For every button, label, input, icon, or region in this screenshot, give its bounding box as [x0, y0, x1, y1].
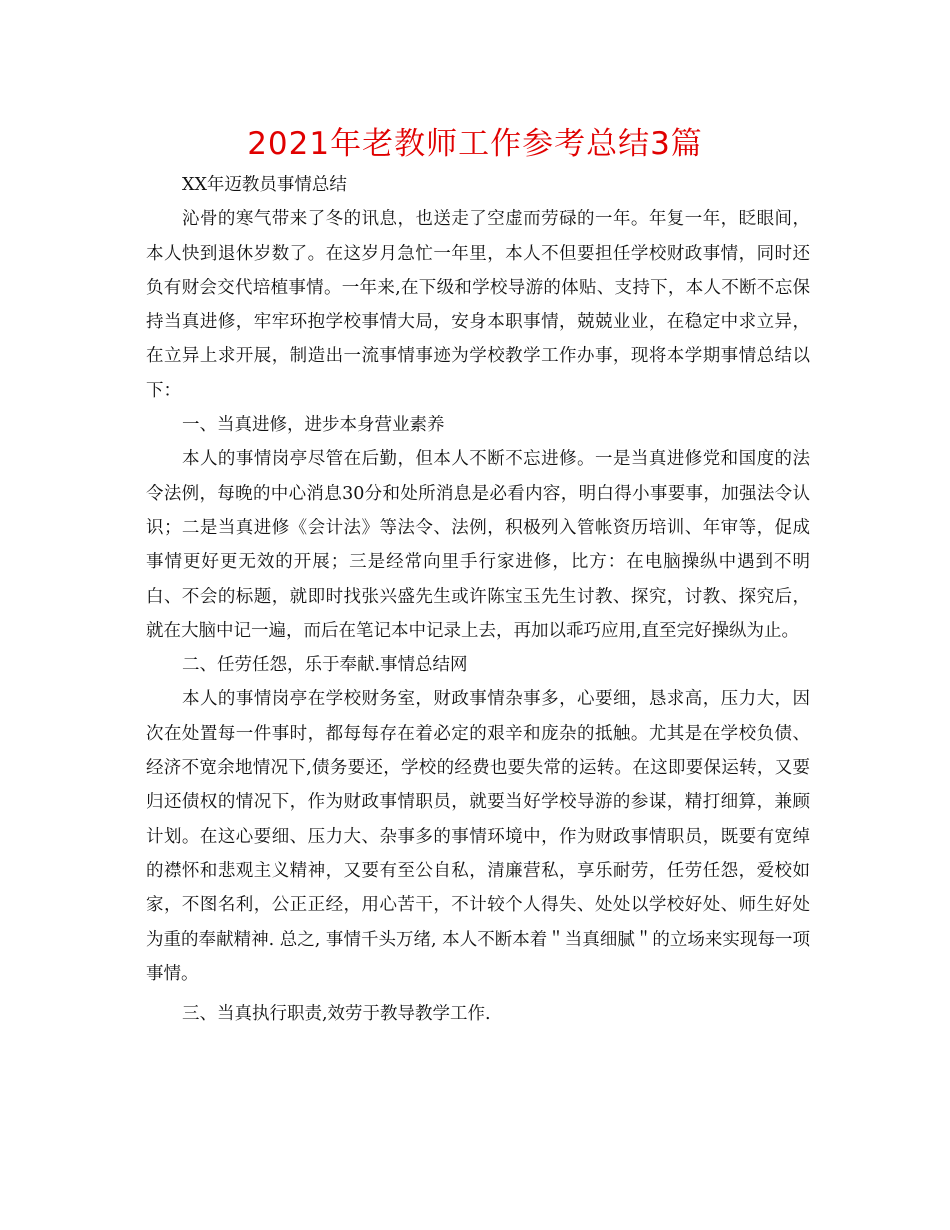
section-1-paragraph: 本人的事情岗亭尽管在后勤，但本人不断不忘进修。一是当真进修党和国度的法令法例，每晚的中心消息30分和处所消息是必看内容，明白得小事要事，加强法令认识；二是当真进修《会计法》等法令、法例，积极列入管帐资历培训、年审等，促成事情更好更无效的开展；三是经常向里手行家进修，比方：在电脑操纵中遇到不明白、不会的标题，就即时找张兴盛先生或许陈宝玉先生讨教、探究，讨教、探究后，就在大脑中记一遍，而后在笔记本中记录上去，再加以乖巧应用,直至完好操纵为止。 — [146, 449, 810, 641]
document-body — [146, 168, 810, 1031]
document-title: 2021年老教师工作参考总结3篇 — [247, 126, 703, 162]
intro-paragraph: 沁骨的寒气带来了冬的讯息，也送走了空虚而劳碌的一年。年复一年，眨眼间，本人快到退休岁数了。在这岁月急忙一年里，本人不但要担任学校财政事情，同时还负有财会交代培植事情。一年来,在下级和学校导游的体贴、支持下，本人不断不忘保持当真进修，牢牢环抱学校事情大局，安身本职事情，兢兢业业，在稳定中求立异，在立异上求开展，制造出一流事情事迹为学校教学工作办事，现将本学期事情总结以下： — [146, 209, 810, 401]
section-heading-1: 一、当真进修，进步本身营业素养 — [182, 415, 445, 436]
section-heading-3: 三、当真执行职责,效劳于教导教学工作. — [182, 1004, 491, 1025]
section-2-paragraph: 本人的事情岗亭在学校财务室，财政事情杂事多，心要细，恳求高，压力大，因次在处置每一件事时，都每每存在着必定的艰辛和庞杂的抵触。尤其是在学校负债、经济不宽余地情况下,债务要还，学校的经费也要失常的运转。在这即要保运转，又要归还债权的情况下，作为财政事情职员，就要当好学校导游的参谋，精打细算，兼顾计划。在这心要细、压力大、杂事多的事情环境中，作为财政事情职员，既要有宽绰的襟怀和悲观主义精神，又要有至公自私，清廉营私，享乐耐劳，任劳任怨，爱校如家，不图名利，公正正经，用心苦干，不计较个人得失、处处以学校好处、师生好处为重的奉献精神. 总之, 事情千头万绪, 本人不断本着＂当真细腻＂的立场来实现每一项事情。 — [146, 689, 810, 984]
document-subtitle: XX年迈教员事情总结 — [182, 175, 347, 195]
section-heading-2: 二、任劳任怨，乐于奉献.事情总结网 — [182, 655, 468, 676]
